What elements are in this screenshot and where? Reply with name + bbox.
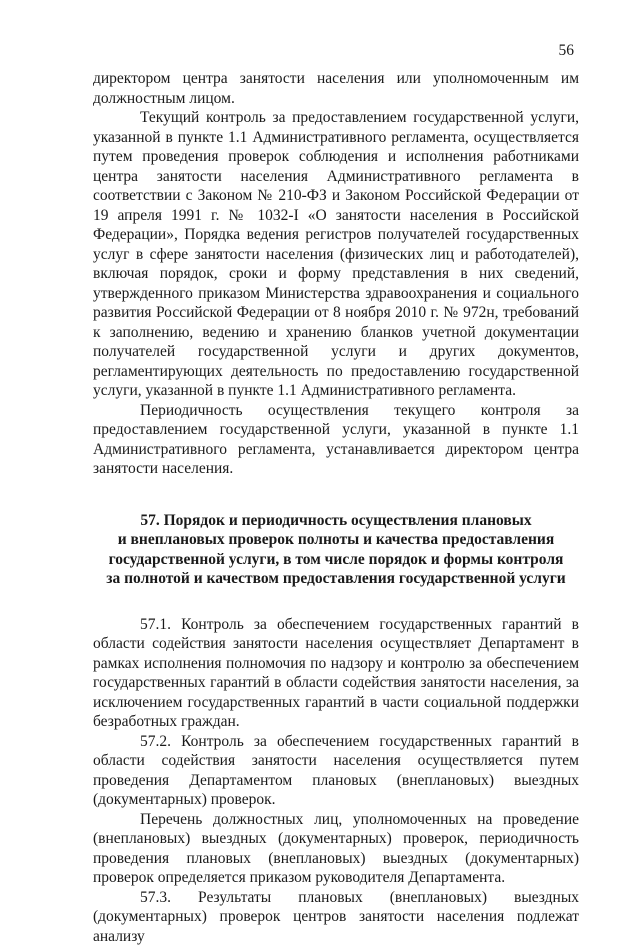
document-body <box>93 69 579 946</box>
page-number: 56 <box>559 42 575 60</box>
paragraph: Перечень должностных лиц, уполномоченных на проведение (внеплановых) выездных (документарных) проверок, периодичность проведения плановых (внеплановых) выездных (документарных) проверок определяется приказом руководителя Департамента. <box>93 810 579 888</box>
paragraph: 57.3. Результаты плановых (внеплановых) выездных (документарных) проверок центров занятости населения подлежат анализу <box>93 888 579 946</box>
paragraph: директором центра занятости населения или уполномоченным им должностным лицом. <box>93 69 579 108</box>
heading-line: и внеплановых проверок полноты и качества предоставления <box>93 530 579 550</box>
paragraph: Текущий контроль за предоставлением государственной услуги, указанной в пункте 1.1 Административного регламента, осуществляется путем проведения проверок соблюдения и исполнения работниками центра занятости населения Административного регламента в соответствии с Законом № 210-ФЗ и Законом Российской Федерации от 19 апреля 1991 г. № 1032-I «О занятости населения в Российской Федерации», Порядка ведения регистров получателей государственных услуг в сфере занятости населения (физических лиц и работодателей), включая порядок, сроки и форму представления в них сведений, утвержденного приказом Министерства здравоохранения и социального развития Российской Федерации от 8 ноября 2010 г. № 972н, требований к заполнению, ведению и хранению бланков учетной документации получателей государственной услуги и других документов, регламентирующих деятельность по предоставлению государственной услуги, указанной в пункте 1.1 Административного регламента. <box>93 108 579 401</box>
heading-line: за полнотой и качеством предоставления государственной услуги <box>93 569 579 589</box>
heading-line: государственной услуги, в том числе порядок и формы контроля <box>93 550 579 570</box>
heading-line: 57. Порядок и периодичность осуществления плановых <box>93 511 579 531</box>
paragraph: 57.1. Контроль за обеспечением государственных гарантий в области содействия занятости населения осуществляет Департамент в рамках исполнения полномочия по надзору и контролю за обеспечением государственных гарантий в области содействия занятости населения, за исключением государственных гарантий в части социальной поддержки безработных граждан. <box>93 615 579 732</box>
paragraph: 57.2. Контроль за обеспечением государственных гарантий в области содействия занятости населения осуществляется путем проведения Департаментом плановых (внеплановых) выездных (документарных) проверок. <box>93 732 579 810</box>
section-heading <box>93 511 579 589</box>
section-intro-paragraphs <box>93 69 579 479</box>
section-57-paragraphs <box>93 615 579 946</box>
paragraph: Периодичность осуществления текущего контроля за предоставлением государственной услуги, указанной в пункте 1.1 Административного регламента, устанавливается директором центра занятости населения. <box>93 401 579 479</box>
